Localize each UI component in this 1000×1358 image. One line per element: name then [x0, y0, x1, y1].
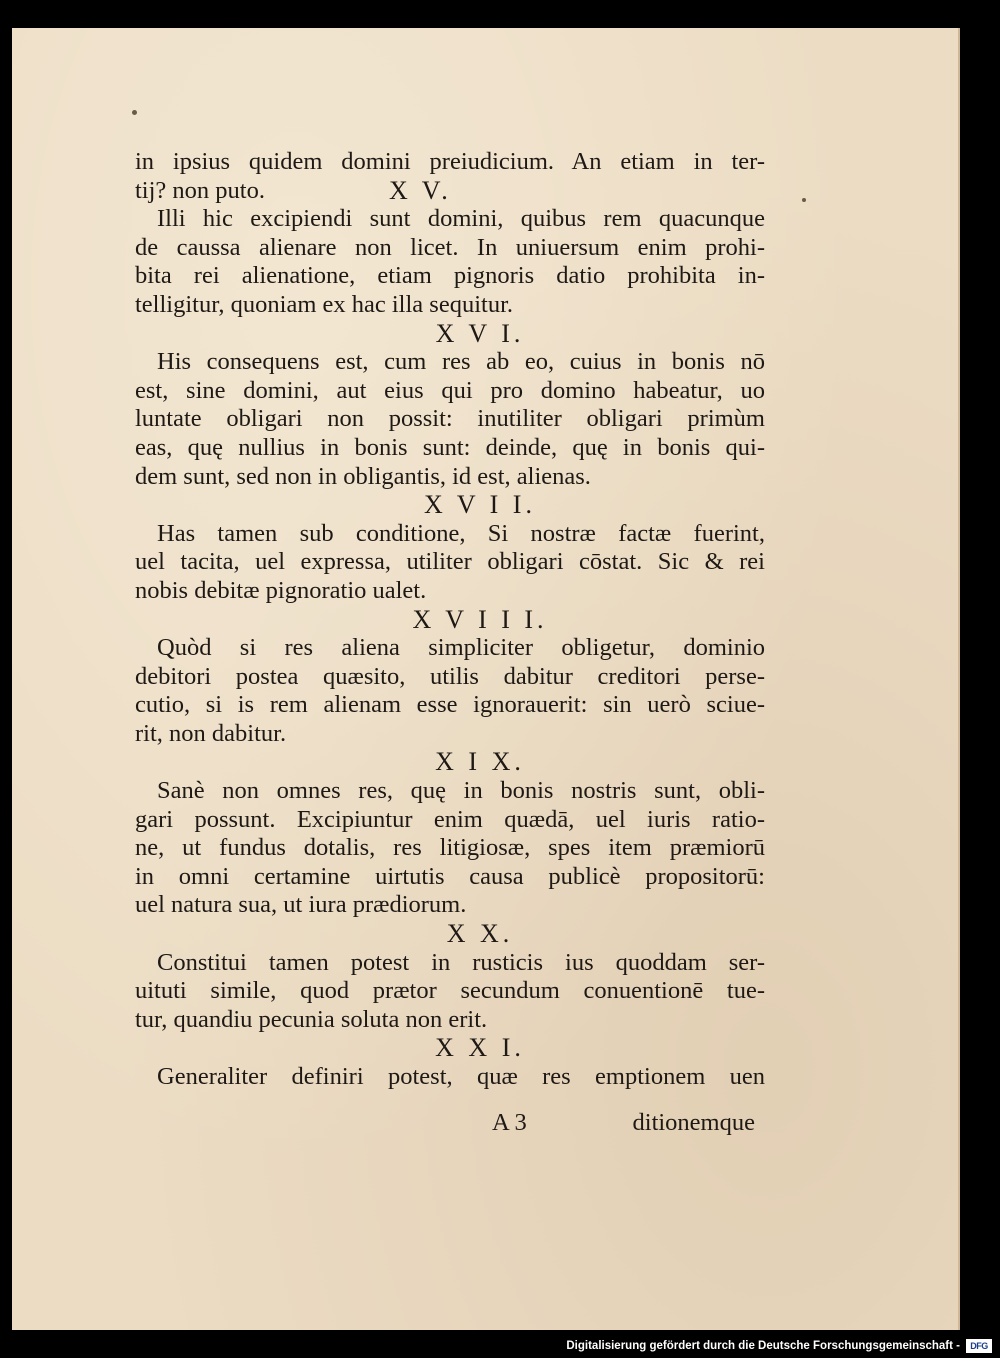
section-heading-xxi: X X I. [435, 1033, 525, 1063]
section-heading-xv: X V. [389, 175, 452, 205]
funding-notice: Digitalisierung gefördert durch die Deutsche Forschungsgemeinschaft - [566, 1340, 960, 1352]
section-heading-xix: X I X. [435, 747, 525, 777]
signature-mark: A 3 [492, 1109, 527, 1136]
text-line: tur, quandiu pecunia soluta non erit. [135, 1005, 488, 1033]
text-line: uituti simile, quod prætor secundum conuentionē tue- [135, 977, 765, 1005]
text-line: debitori postea quæsito, utilis dabitur creditori perse- [135, 662, 765, 690]
text-line: ne, ut fundus dotalis, res litigiosæ, spes item præmiorū [135, 834, 765, 862]
page-foot-line [135, 1109, 765, 1139]
text-line: Generaliter definiri potest, quæ res emptionem uen [157, 1063, 765, 1090]
digitization-footer [0, 1336, 1000, 1358]
text-line: telligitur, quoniam ex hac illa sequitur. [135, 290, 514, 318]
section-heading-xviii: X V I I I. [412, 604, 548, 634]
text-line: in ipsius quidem domini preiudicium. An etiam in ter- [135, 148, 765, 175]
catchword: ditionemque [632, 1109, 755, 1136]
page-text [135, 148, 765, 1092]
text-line: gari possunt. Excipiuntur enim quædā, uel iuris ratio- [135, 805, 765, 833]
text-line: Illi hic excipiendi sunt domini, quibus rem quacunque [157, 205, 765, 233]
section-heading-xvii: X V I I. [424, 490, 536, 520]
text-line: uel tacita, uel expressa, utiliter obligari cōstat. Sic & rei [135, 548, 765, 576]
text-line: Constitui tamen potest in rusticis ius quoddam ser- [157, 948, 765, 976]
text-line: cutio, si is rem alienam esse ignorauerit: sin uerò sciue- [135, 691, 765, 719]
text-line: uel natura sua, ut iura prædiorum. [135, 891, 467, 919]
text-line: Quòd si res aliena simpliciter obligetur, dominio [157, 634, 765, 662]
text-line: eas, quę nullius in bonis sunt: deinde, quę in bonis qui- [135, 433, 765, 461]
text-line: nobis debitæ pignoratio ualet. [135, 576, 427, 604]
text-line: rit, non dabitur. [135, 719, 287, 747]
text-line-with-heading [135, 177, 765, 206]
text-line: in omni certamine uirtutis causa publicè propositorū: [135, 862, 765, 890]
section-heading-xx: X X. [446, 919, 514, 949]
ink-speck [802, 198, 806, 202]
text-line: de caussa alienare non licet. In uniuersum enim prohi- [135, 233, 765, 261]
text-line: Has tamen sub conditione, Si nostræ factæ fuerint, [157, 519, 765, 547]
text-line: est, sine domini, aut eius qui pro domino habeatur, uo [135, 376, 765, 404]
text-line: luntate obligari non possit: inutiliter obligari primùm [135, 405, 765, 433]
text-fragment: tij? non puto. [135, 176, 265, 204]
ink-speck [132, 110, 137, 115]
text-line: dem sunt, sed non in obligantis, id est, alienas. [135, 462, 591, 490]
text-line: His consequens est, cum res ab eo, cuius in bonis nō [157, 348, 765, 376]
section-heading-xvi: X V I. [435, 318, 525, 348]
text-line: bita rei alienatione, etiam pignoris datio prohibita in- [135, 262, 765, 290]
text-line: Sanè non omnes res, quę in bonis nostris sunt, obli- [157, 777, 765, 805]
dfg-logo-icon: DFG [966, 1339, 992, 1353]
